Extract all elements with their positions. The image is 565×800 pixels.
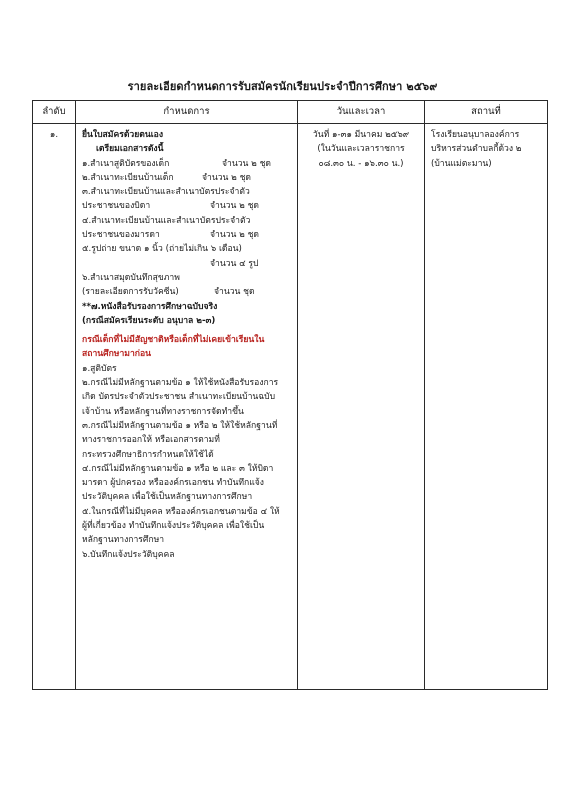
doc7-line-1: **๗.หนังสือรับรองการศึกษาฉบับจริง xyxy=(82,301,218,312)
document-item xyxy=(82,214,293,228)
document-item xyxy=(82,257,293,271)
document-item-text: ประชาชนของบิดา xyxy=(82,201,151,212)
schedule-cell xyxy=(76,124,298,690)
header-schedule: กำหนดการ xyxy=(76,101,298,124)
document-item-qty: จำนวน ๒ ชุด xyxy=(210,201,259,212)
document-item-qty: จำนวน ๒ ชุด xyxy=(210,230,259,241)
document-item xyxy=(82,199,293,213)
special-case-heading-2: สถานศึกษามาก่อน xyxy=(82,349,152,360)
document-item xyxy=(82,228,293,242)
document-item-text: ๓.สำเนาทะเบียนบ้านและสำเนาบัตรประจำตัว xyxy=(82,187,250,198)
special-case-item: ประวัติบุคคล เพื่อใช้เป็นหลักฐานทางการศึกษา xyxy=(82,492,253,503)
header-date-time: วันและเวลา xyxy=(298,101,425,124)
schedule-table xyxy=(32,100,548,690)
apply-heading: ยื่นใบสมัครด้วยตนเอง xyxy=(82,130,164,140)
header-number: ลำดับ xyxy=(33,101,76,124)
document-item-qty: จำนวน ๒ ชุด xyxy=(202,172,251,183)
special-case-item: หลักฐานทางการศึกษา xyxy=(82,535,165,546)
page-title: รายละเอียดกำหนดการรับสมัครนักเรียนประจำปีการศึกษา ๒๕๖๙ xyxy=(127,80,438,93)
document-item xyxy=(82,271,293,285)
date-line: วันที่ ๑-๓๑ มีนาคม ๒๕๖๙ xyxy=(312,130,410,140)
special-case-item: ๓.กรณีไม่มีหลักฐานตามข้อ ๑ หรือ ๒ ให้ใช้หลักฐานที่ xyxy=(82,420,278,431)
place-line: โรงเรียนอนุบาลองค์การ xyxy=(431,130,520,140)
special-case-item: ๖.บันทึกแจ้งประวัติบุคคล xyxy=(82,549,175,560)
document-item-text: ๑.สำเนาสูติบัตรของเด็ก xyxy=(82,158,170,169)
document-item-qty: จำนวน ๔ รูป xyxy=(210,258,259,269)
table-header-row xyxy=(33,101,548,124)
date-line: ๐๘.๓๐ น. - ๑๖.๓๐ น.) xyxy=(318,158,404,169)
docs-list xyxy=(82,157,293,300)
special-case-item: เกิด บัตรประจำตัวประชาชน สำเนาทะเบียนบ้านฉบับ xyxy=(82,392,276,403)
document-item-text: ๕.รูปถ่าย ขนาด ๑ นิ้ว (ถ่ายไม่เกิน ๖ เดือน) xyxy=(82,244,242,255)
header-place: สถานที่ xyxy=(425,101,548,124)
document-item-text: (รายละเอียดการรับวัคซีน) xyxy=(82,287,179,298)
special-case-item: ๕.ในกรณีที่ไม่มีบุคคล หรือองค์กรเอกชนตามข้อ ๔ ให้ xyxy=(82,506,280,517)
special-case-item: ทางราชการออกให้ หรือเอกสารตามที่ xyxy=(82,435,220,446)
doc7-line-2: (กรณีสมัครเรียนระดับ อนุบาล ๒-๓) xyxy=(82,315,216,326)
document-item xyxy=(82,157,293,171)
special-case-item: เจ้าบ้าน หรือหลักฐานที่ทางราชการจัดทำขึ้น xyxy=(82,406,244,417)
special-case-heading-1: กรณีเด็กที่ไม่มีสัญชาติหรือเด็กที่ไม่เคยเข้าเรียนใน xyxy=(82,335,265,346)
document-item-text: ๒.สำเนาทะเบียนบ้านเด็ก xyxy=(82,172,174,183)
document-item xyxy=(82,242,293,256)
document-item-text: ประชาชนของมารดา xyxy=(82,230,160,241)
special-case-item: ๒.กรณีไม่มีหลักฐานตามข้อ ๑ ให้ใช้หนังสือรับรองการ xyxy=(82,378,279,389)
docs-heading: เตรียมเอกสารดังนี้ xyxy=(96,144,164,155)
document-item-qty: จำนวน ๒ ชุด xyxy=(222,158,271,169)
special-case-item: ผู้ที่เกี่ยวข้อง ทำบันทึกแจ้งประวัติบุคคล เพื่อใช้เป็น xyxy=(82,521,265,532)
special-case-list xyxy=(82,362,293,562)
document-item-text: ๔.สำเนาทะเบียนบ้านและสำเนาบัตรประจำตัว xyxy=(82,215,251,226)
document-item-text: ๖.สำเนาสมุดบันทึกสุขภาพ xyxy=(82,272,180,283)
place-cell xyxy=(425,124,548,690)
place-line: บริหารส่วนตำบลกี้ด้วง ๒ xyxy=(431,144,522,155)
date-line: (ในวันและเวลาราชการ xyxy=(317,144,405,155)
document-item xyxy=(82,185,293,199)
special-case-item: กระทรวงศึกษาธิการกำหนดให้ใช้ได้ xyxy=(82,449,214,460)
document-item xyxy=(82,285,293,299)
special-case-item: ๑.สูติบัตร xyxy=(82,363,117,374)
place-line: (บ้านแม่ตะมาน) xyxy=(431,158,492,169)
row-number: ๑. xyxy=(33,124,76,690)
special-case-item: ๔.กรณีไม่มีหลักฐานตามข้อ ๑ หรือ ๒ และ ๓ ให้บิดา xyxy=(82,463,274,474)
document-item-qty: จำนวน ชุด xyxy=(214,287,255,298)
table-row xyxy=(33,124,548,690)
special-case-item: มารดา ผู้ปกครอง หรือองค์กรเอกชน ทำบันทึกแจ้ง xyxy=(82,478,264,489)
document-item xyxy=(82,171,293,185)
date-cell xyxy=(298,124,425,690)
